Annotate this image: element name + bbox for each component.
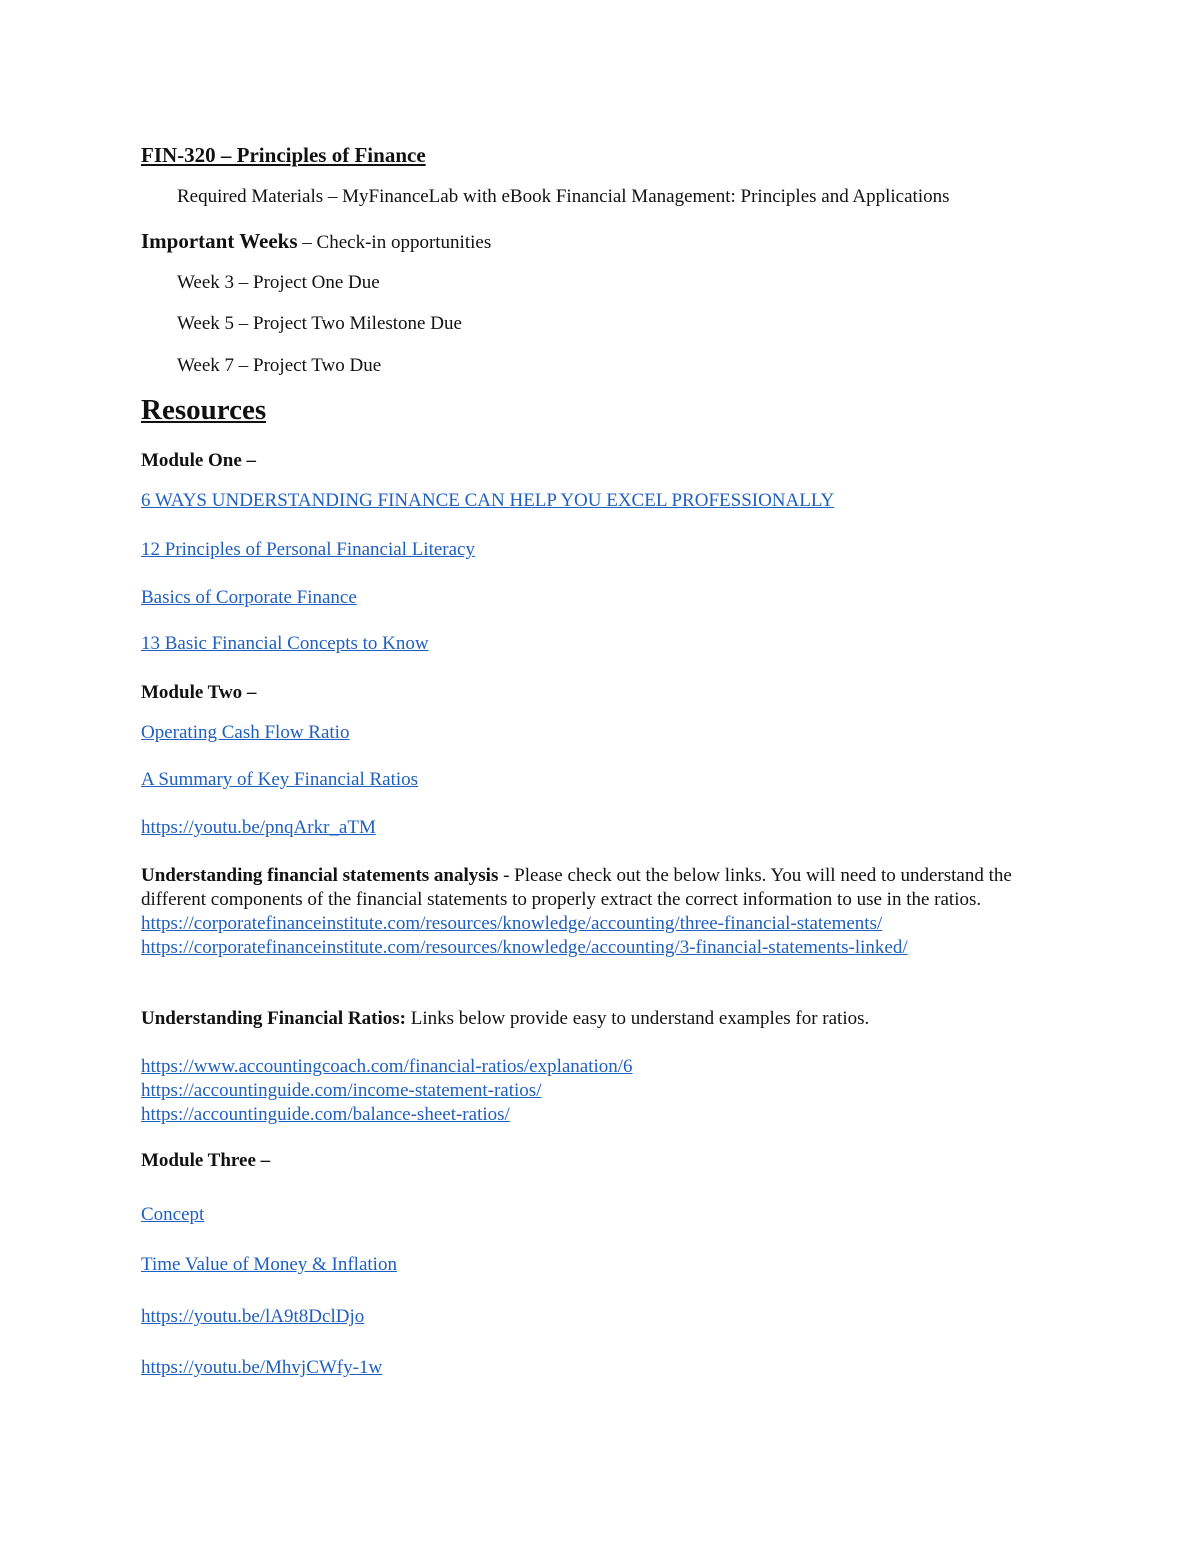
module-two-link[interactable]: Operating Cash Flow Ratio [141,722,350,743]
module-one-link[interactable]: 13 Basic Financial Concepts to Know [141,633,429,654]
module-one-label: Module One – [141,450,257,471]
module-three-link[interactable]: Concept [141,1204,205,1225]
module-three-link[interactable]: https://youtu.be/MhvjCWfy-1w [141,1357,383,1378]
module-one-link[interactable]: 12 Principles of Personal Financial Literacy [141,539,475,560]
week-item: Week 5 – Project Two Milestone Due [177,313,462,334]
module-two-label: Module Two – [141,682,257,703]
required-materials: Required Materials – MyFinanceLab with eBook Financial Management: Principles and Applications [177,186,950,207]
important-weeks-label: Important Weeks [141,229,298,253]
financial-ratios-link[interactable]: https://www.accountingcoach.com/financial-ratios/explanation/6 [141,1056,633,1077]
important-weeks-line [141,229,491,254]
financial-statements-text: - Please check out the below links. You will need to understand the different components of the financial statements to properly extract the correct information to use in the ratios. [141,865,1012,910]
financial-statements-heading: Understanding financial statements analysis [141,865,499,886]
financial-statements-link[interactable]: https://corporatefinanceinstitute.com/resources/knowledge/accounting/three-financial-statements/ [141,913,883,934]
document-title: FIN-320 – Principles of Finance [141,143,426,167]
module-one-link[interactable]: 6 WAYS UNDERSTANDING FINANCE CAN HELP YOU EXCEL PROFESSIONALLY [141,490,835,511]
week-item: Week 7 – Project Two Due [177,355,382,376]
financial-statements-paragraph [141,864,1061,960]
financial-ratios-link[interactable]: https://accountinguide.com/balance-sheet-ratios/ [141,1104,510,1125]
week-item: Week 3 – Project One Due [177,272,380,293]
module-two-link[interactable]: A Summary of Key Financial Ratios [141,769,419,790]
module-three-link[interactable]: https://youtu.be/lA9t8DclDjo [141,1306,365,1327]
financial-ratios-link[interactable]: https://accountinguide.com/income-statement-ratios/ [141,1080,542,1101]
financial-ratios-links [141,1055,1061,1127]
financial-ratios-text: Links below provide easy to understand examples for ratios. [405,1008,870,1029]
resources-heading: Resources [141,394,267,426]
financial-statements-link[interactable]: https://corporatefinanceinstitute.com/resources/knowledge/accounting/3-financial-statements-linked/ [141,937,908,958]
module-one-link[interactable]: Basics of Corporate Finance [141,587,357,608]
module-three-link[interactable]: Time Value of Money & Inflation [141,1254,397,1275]
module-two-link[interactable]: https://youtu.be/pnqArkr_aTM [141,817,376,838]
important-weeks-suffix: – Check-in opportunities [297,232,492,253]
financial-ratios-line [141,1008,869,1030]
module-three-label: Module Three – [141,1150,271,1171]
financial-ratios-heading: Understanding Financial Ratios: [141,1008,406,1029]
